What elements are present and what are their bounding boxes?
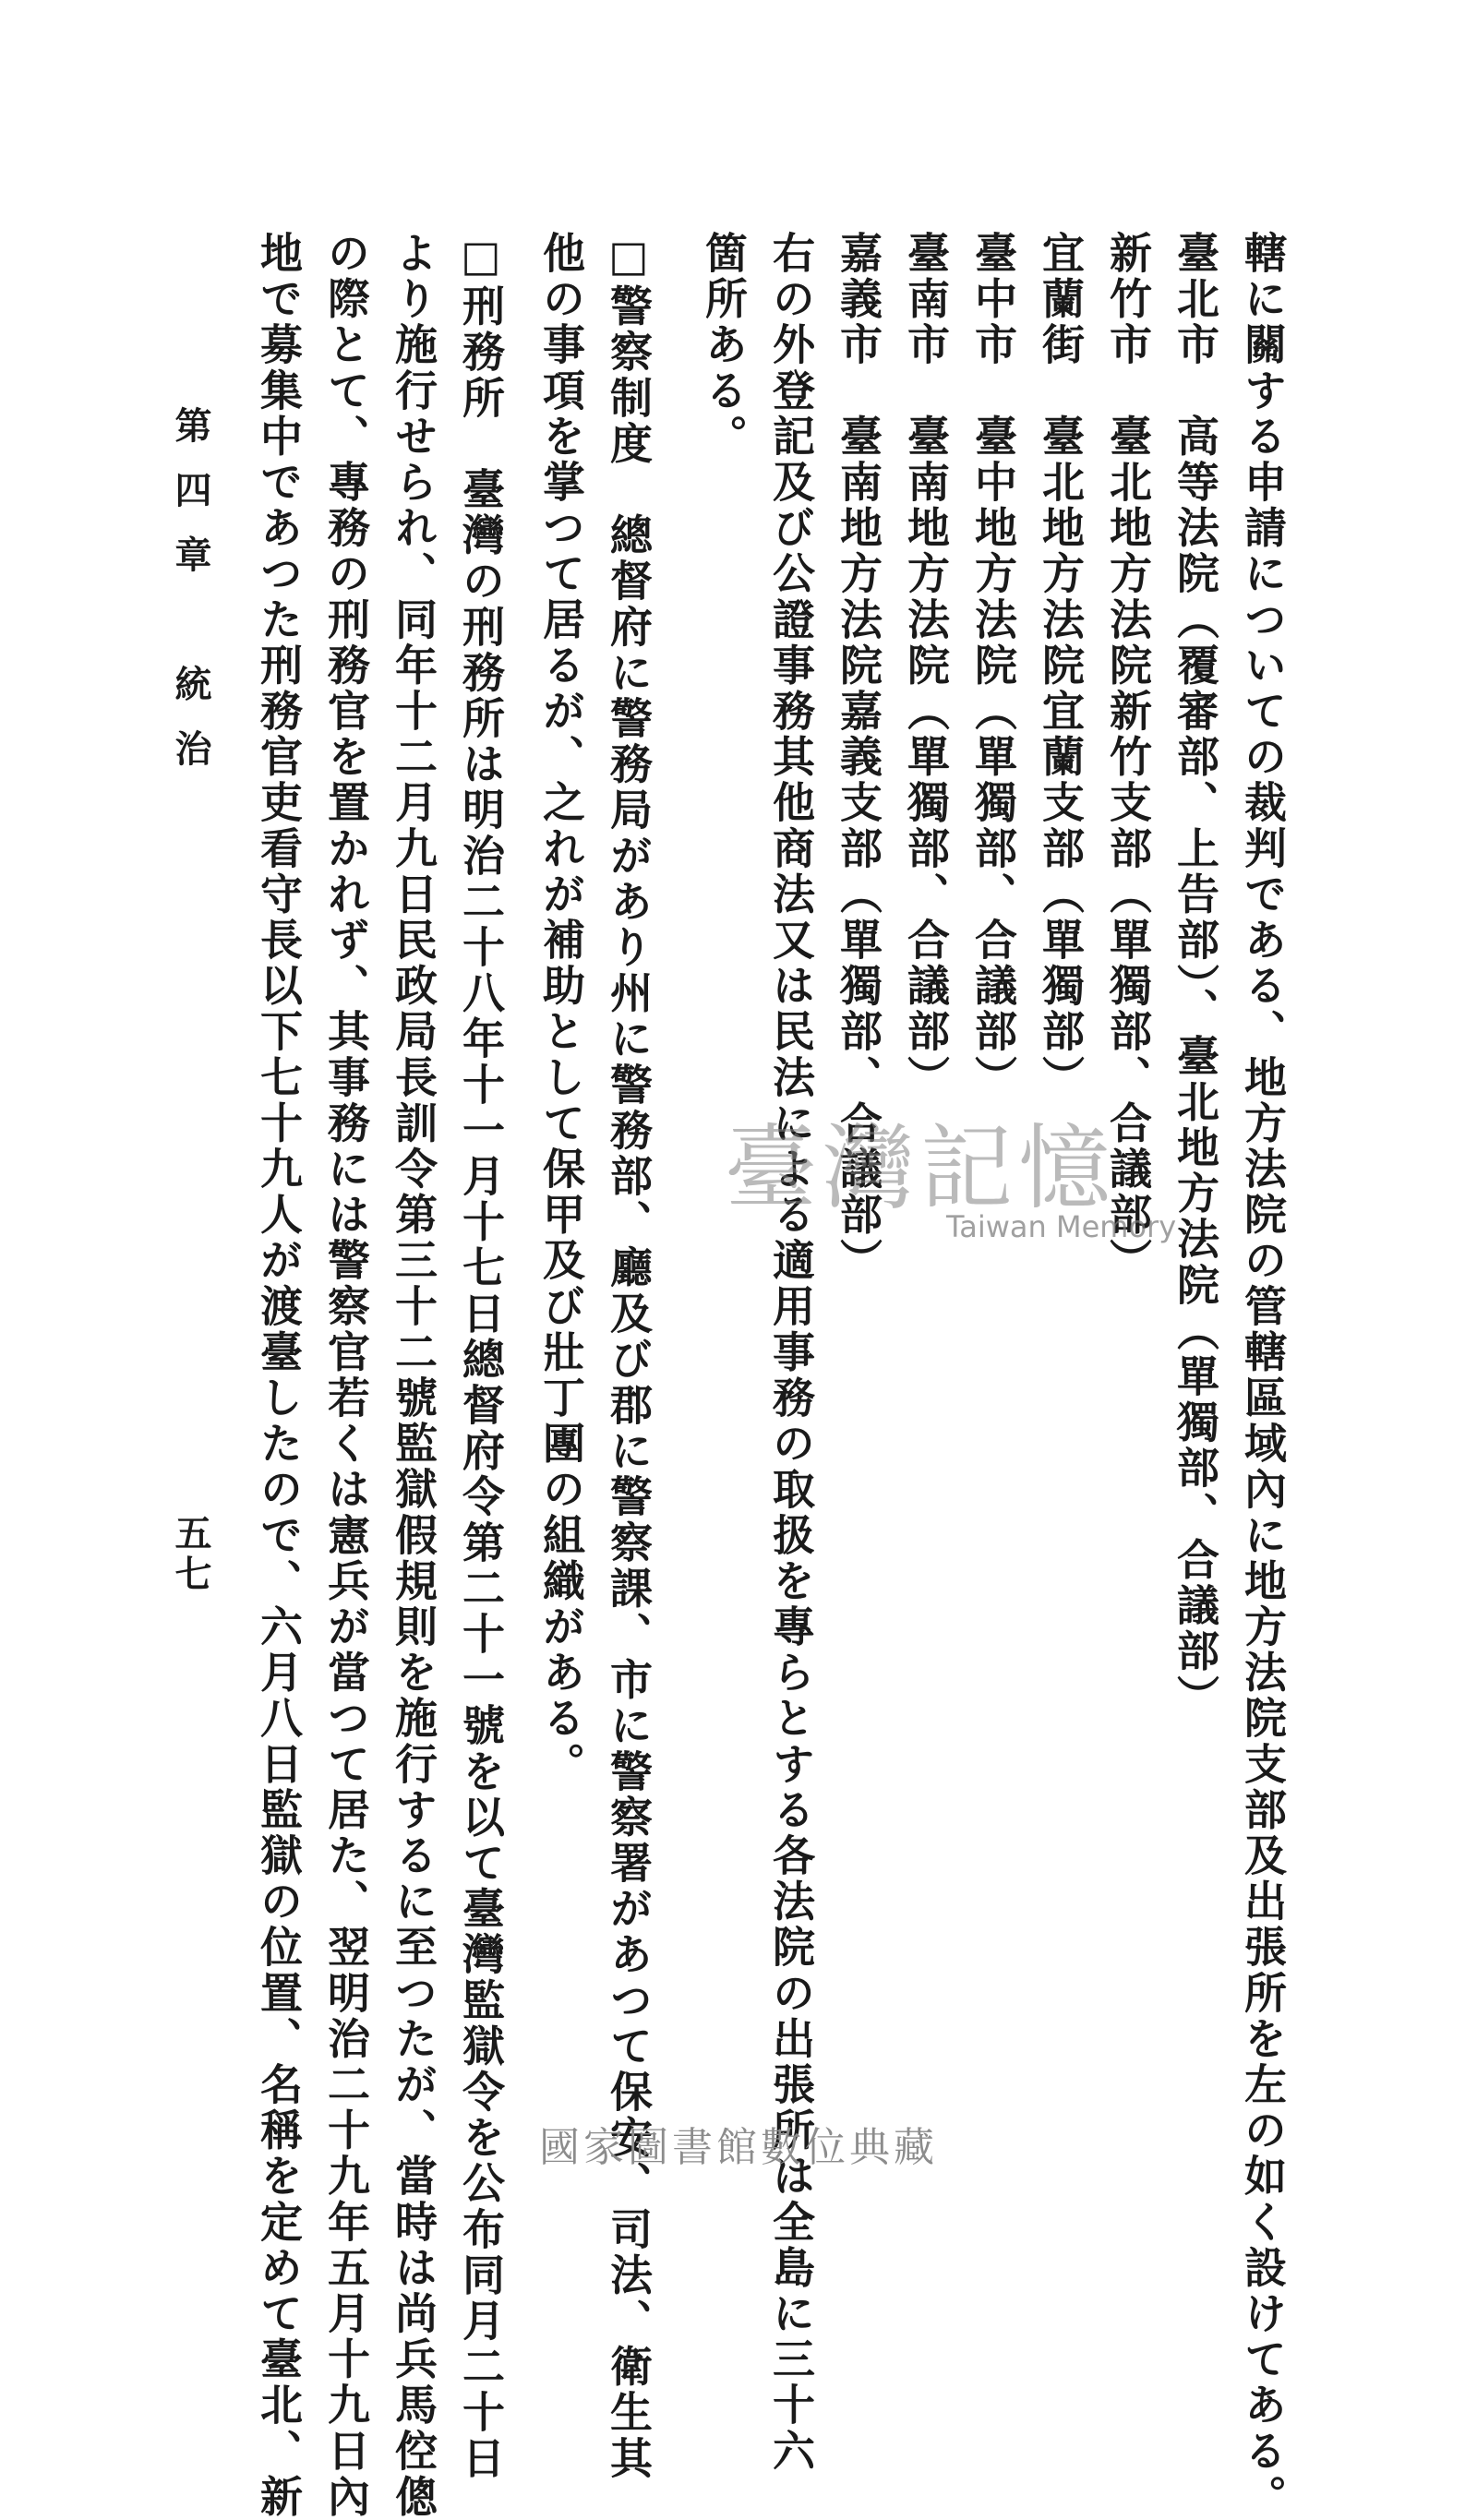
- text-column-10: □警察制度 總督府に警務局があり州に警務部、廳及び郡に警察課、市に警察署があつて保安、司法、衛生其: [604, 231, 654, 2482]
- text-column-11: 他の事項を掌つて居るが、之れが補助として保甲及び壯丁團の組織がある。: [536, 231, 586, 1788]
- watermark-chinese: 臺灣記憶: [725, 1114, 1116, 1222]
- text-column-12: □刑務所 臺灣の刑務所は明治二十八年十一月十七日總督府令第二十一號を以て臺灣監獄令を公布同月二十日: [456, 231, 506, 2482]
- text-column-1: 轄に關する申請についての裁判である、地方法院の管轄區域內に地方法院支部及出張所を左の如く設けてある。: [1238, 231, 1288, 2520]
- text-column-7: 嘉義市 臺南地方法院嘉義支部（單獨部、合議部）: [834, 231, 883, 1284]
- text-column-3: 新竹市 臺北地方法院新竹支部（單獨部、合議部）: [1103, 231, 1153, 1284]
- text-column-14: の際とて、專務の刑務官を置かれず、其事務には警察官若くは憲兵が當つて居た、翌明治二十九年五月十九日內: [321, 231, 371, 2520]
- text-column-15: 地で募集中であつた刑務官吏看守長以下七十九人が渡臺したので、六月八日監獄の位置、名稱を定めて臺北、新: [254, 231, 304, 2520]
- text-column-4: 宜蘭街 臺北地方法院宜蘭支部（單獨部）: [1036, 231, 1086, 1101]
- text-column-5: 臺中市 臺中地方法院（單獨部、合議部）: [968, 231, 1018, 1101]
- text-column-9: 箇所ある。: [699, 231, 749, 460]
- watermark-english: Taiwan Memory: [946, 1209, 1177, 1244]
- text-column-8: 右の外登記及び公證事務其他商法又は民法による適用事務の取扱を專らとする各法院の出張所は全島に三十六: [766, 231, 816, 2475]
- text-column-6: 臺南市 臺南地方法院（單獨部、合議部）: [901, 231, 951, 1101]
- chapter-label: 第四章 統治: [169, 406, 212, 794]
- text-column-2: 臺北市 高等法院（覆審部、上告部）、臺北地方法院（單獨部、合議部）: [1171, 231, 1220, 1721]
- watermark-footer: 國家圖書館數位典藏: [539, 2124, 938, 2171]
- page-number: 五七: [169, 1514, 212, 1595]
- text-column-13: より施行せられ、同年十二月九日民政局長訓令第三十二號監獄假規則を施行するに至つたが、當時は尚兵馬倥傯: [389, 231, 438, 2520]
